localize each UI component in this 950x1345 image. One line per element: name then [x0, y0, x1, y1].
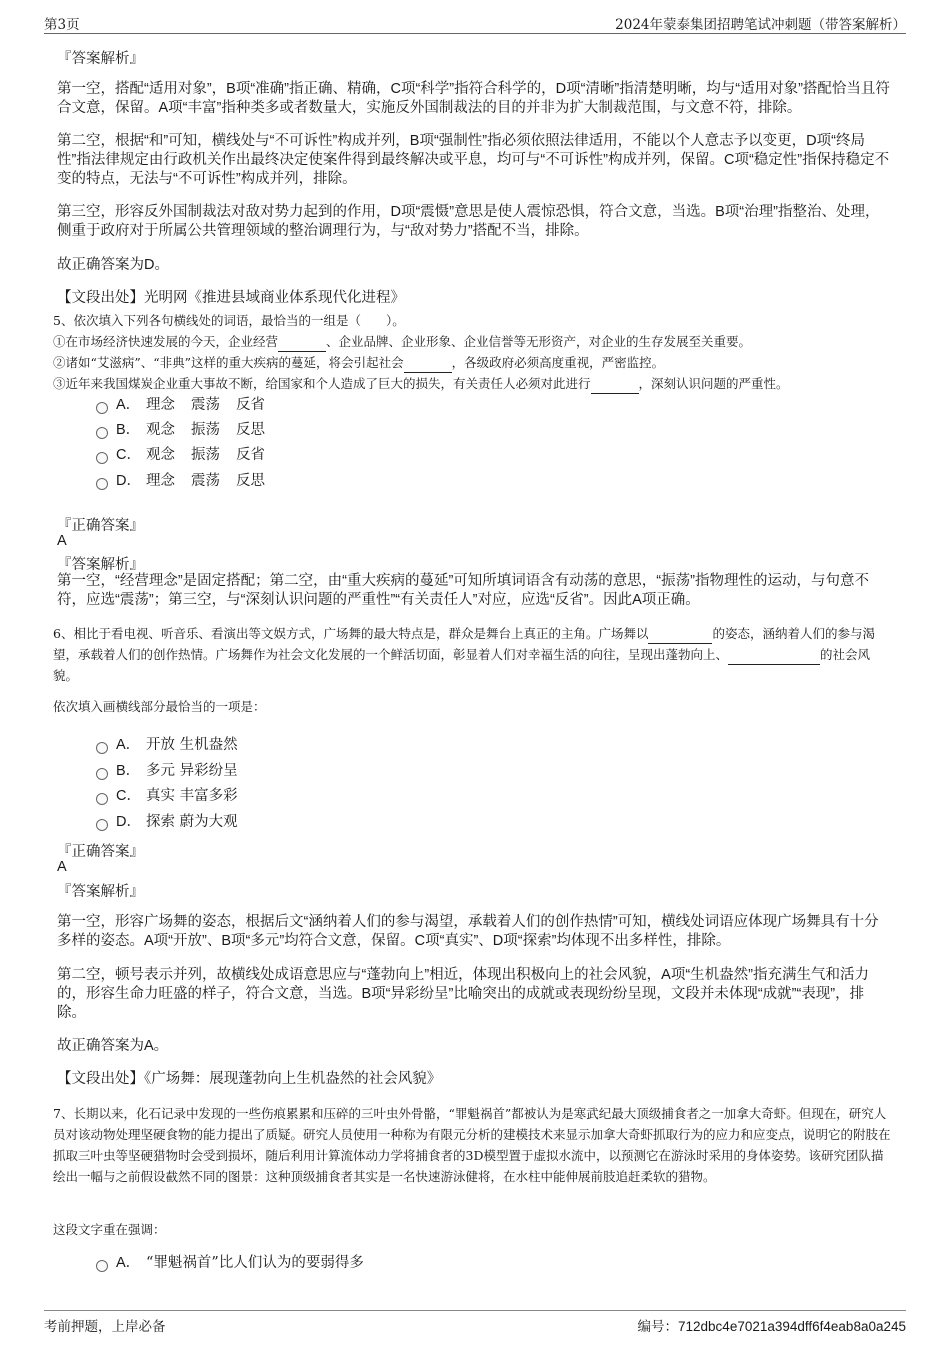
radio-icon[interactable]	[96, 402, 108, 414]
q6-analysis-p2: 第二空，顿号表示并列，故横线处成语意思应与“蓬勃向上”相近，体现出积极向上的社会风貌，A项“生机盎然”指充满生气和活力的，形容生命力旺盛的样子，符合文意，当选。B项“异彩纷呈”比喻突出的成就或表现纷纷呈现，文段并未体现“成就”“表现”，排除。	[57, 967, 869, 1021]
q7-prompt: 这段文字重在强调：	[53, 1222, 166, 1237]
document-title: 2024年蒙泰集团招聘笔试冲刺题（带答案解析）	[615, 17, 906, 33]
page-number: 第3页	[44, 17, 80, 33]
q7-option-a[interactable]: A． “罪魁祸首”比人们认为的要弱得多	[96, 1253, 364, 1273]
radio-icon[interactable]	[96, 742, 108, 754]
q5-answer: A	[57, 533, 67, 549]
q6-stem: 6、相比于看电视、听音乐、看演出等文娱方式，广场舞的最大特点是，群众是舞台上真正的主角。广场舞以 的姿态，涵纳着人们的参与渴望，承载着人们的创作热情。广场舞作为社会文化发展的一个鲜活切面，彰显着人们对幸福生活的向往，呈现出蓬勃向上、 的社会风貌。	[53, 626, 875, 683]
radio-icon[interactable]	[96, 427, 108, 439]
radio-icon[interactable]	[96, 793, 108, 805]
q6-answer-label: 『正确答案』	[57, 844, 144, 860]
q5-analysis-label: 『答案解析』	[57, 557, 144, 573]
q5-option-a[interactable]: A． 理念 震荡 反省	[96, 395, 281, 415]
radio-icon[interactable]	[96, 452, 108, 464]
q4-source: 【文段出处】光明网《推进县域商业体系现代化进程》	[57, 290, 405, 306]
radio-icon[interactable]	[96, 819, 108, 831]
q4-analysis-label: 『答案解析』	[57, 51, 144, 67]
q6-option-b[interactable]: B． 多元 异彩纷呈	[96, 761, 238, 781]
q7-stem: 7、长期以来，化石记录中发现的一些伤痕累累和压碎的三叶虫外骨骼，“罪魁祸首”都被认为是寒武纪最大顶级捕食者之一加拿大奇虾。但现在，研究人员对该动物处理坚硬食物的能力提出了质疑。研究人员使用一种称为有限元分析的建模技术来显示加拿大奇虾抓取行为的应力和应变点，说明它的附肢在抓取三叶虫等坚硬猎物时会受到损坏，随后利用计算流体动力学将捕食者的3D模型置于虚拟水流中，以预测它在游泳时采用的身体姿势。该研究团队描绘出一幅与之前假设截然不同的图景：这种顶级捕食者其实是一名快速游泳健将，在水柱中能伸展前肢追赶柔软的猎物。	[53, 1106, 891, 1184]
q6-answer: A	[57, 859, 67, 875]
page-header	[44, 13, 906, 34]
q5-option-b[interactable]: B． 观念 振荡 反思	[96, 420, 281, 440]
radio-icon[interactable]	[96, 768, 108, 780]
q6-answer-line: 故正确答案为A。	[57, 1038, 169, 1054]
footer-serial: 编号：712dbc4e7021a394dff6f4eab8a0a245	[637, 1319, 906, 1334]
radio-icon[interactable]	[96, 1260, 108, 1272]
q5-answer-label: 『正确答案』	[57, 518, 144, 534]
q6-option-d[interactable]: D． 探索 蔚为大观	[96, 812, 238, 832]
page-footer	[44, 1310, 906, 1335]
q6-source: 【文段出处】《广场舞：展现蓬勃向上生机盎然的社会风貌》	[57, 1071, 442, 1087]
q5-sentence-1: ①在市场经济快速发展的今天，企业经营 、企业品牌、企业形象、企业信誉等无形资产，对企业的生存发展至关重要。	[53, 331, 895, 352]
q6-analysis-label: 『答案解析』	[57, 884, 144, 900]
blank	[591, 393, 639, 394]
q5-option-d[interactable]: D． 理念 震荡 反思	[96, 471, 281, 491]
q5-sentence-3: ③近年来我国煤炭企业重大事故不断，给国家和个人造成了巨大的损失，有关责任人必须对此进行 ，深刻认识问题的严重性。	[53, 373, 895, 394]
blank	[728, 664, 820, 665]
radio-icon[interactable]	[96, 478, 108, 490]
q6-prompt: 依次填入画横线部分最恰当的一项是：	[53, 699, 266, 714]
footer-slogan: 考前押题，上岸必备	[44, 1319, 166, 1335]
q4-analysis-p2: 第二空，根据“和”可知，横线处与“不可诉性”构成并列，B项“强制性”指必须依照法律适用，不能以个人意志予以变更，D项“终局性”指法律规定由行政机关作出最终决定使案件得到最终解决或平息，均可与“不可诉性”构成并列，保留。C项“稳定性”指保持稳定不变的特点，无法与“不可诉性”构成并列，排除。	[57, 133, 890, 187]
q5-sentence-2: ②诸如“艾滋病”、“非典”这样的重大疾病的蔓延，将会引起社会 ，各级政府必须高度重视，严密监控。	[53, 352, 895, 373]
q4-answer-line: 故正确答案为D。	[57, 257, 169, 273]
q6-option-a[interactable]: A． 开放 生机盎然	[96, 735, 238, 755]
q6-analysis-p1: 第一空，形容广场舞的姿态，根据后文“涵纳着人们的参与渴望，承载着人们的创作热情”可知，横线处词语应体现广场舞具有十分多样的姿态。A项“开放”、B项“多元”均符合文意，保留。C项“真实”、D项“探索”均体现不出多样性，排除。	[57, 914, 879, 949]
q6-option-c[interactable]: C． 真实 丰富多彩	[96, 786, 238, 806]
q5-option-c[interactable]: C． 观念 振荡 反省	[96, 445, 281, 465]
q4-analysis-p1: 第一空，搭配“适用对象”，B项“准确”指正确、精确，C项“科学”指符合科学的，D项“清晰”指清楚明晰，均与“适用对象”搭配恰当且符合文意，保留。A项“丰富”指种类多或者数量大，实施反外国制裁法的目的并非为扩大制裁范围，与文意不符，排除。	[57, 81, 890, 116]
q5-stem: 5、依次填入下列各句横线处的词语，最恰当的一组是（ ）。	[53, 313, 405, 328]
q4-analysis-p3: 第三空，形容反外国制裁法对敌对势力起到的作用，D项“震慑”意思是使人震惊恐惧，符合文意，当选。B项“治理”指整治、处理，侧重于政府对于所属公共管理领域的整治调理行为，与“敌对势力”搭配不当，排除。	[57, 204, 880, 239]
blank	[648, 643, 712, 644]
q5-analysis: 第一空，“经营理念”是固定搭配；第二空，由“重大疾病的蔓延”可知所填词语含有动荡的意思，“振荡”指物理性的运动，与句意不符，应选“震荡”；第三空，与“深刻认识问题的严重性”“有关责任人”对应，应选“反省”。因此A项正确。	[57, 573, 869, 608]
